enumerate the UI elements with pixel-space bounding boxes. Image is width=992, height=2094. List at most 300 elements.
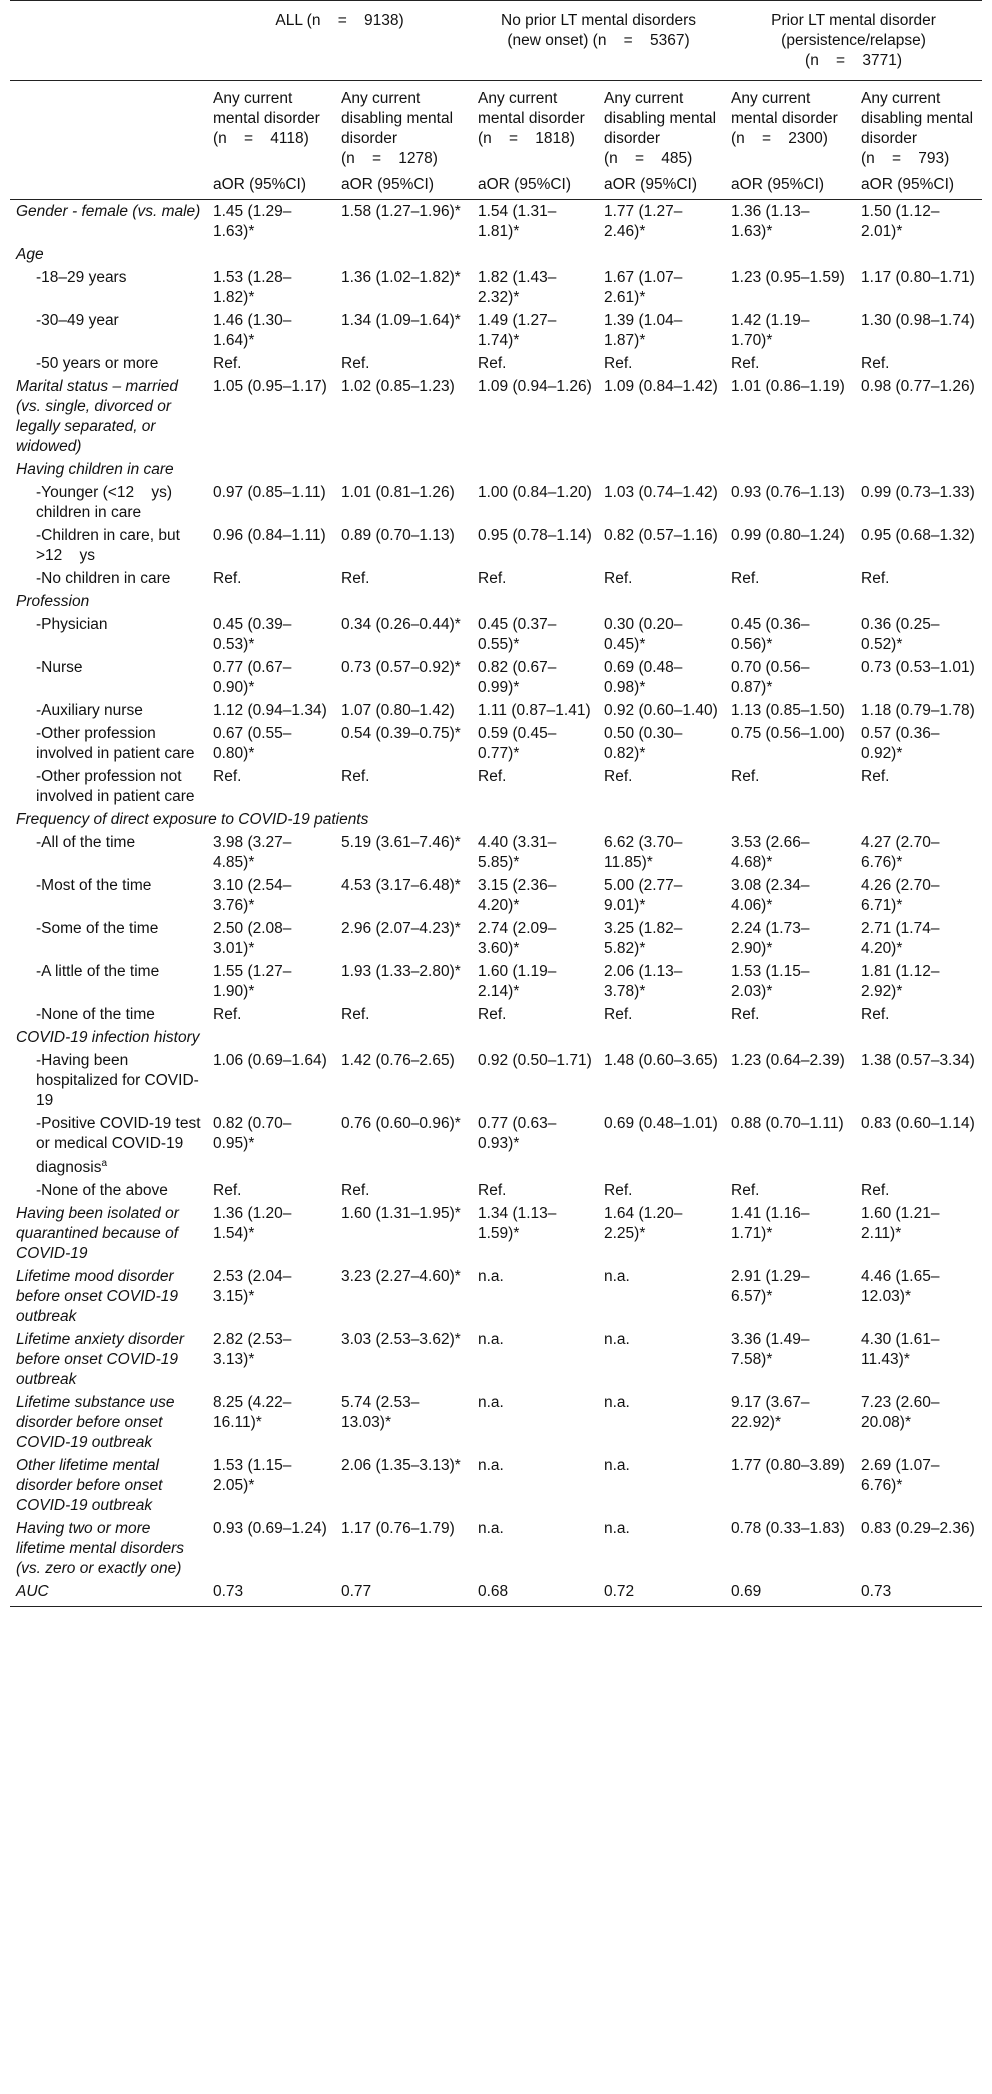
row-label-text: -Having been hospitalized for COVID-19 xyxy=(36,1052,199,1109)
aor-cell: 0.77 (0.63–0.93)* xyxy=(478,1115,557,1152)
aor-cell: Ref. xyxy=(861,355,890,372)
row-label xyxy=(10,1026,207,1049)
aor-cell xyxy=(207,243,335,266)
row-label-text: -Physician xyxy=(36,616,108,633)
aor-cell: 1.60 (1.19–2.14)* xyxy=(478,963,557,1000)
row-label xyxy=(10,722,207,765)
aor-cell: 1.36 (1.13–1.63)* xyxy=(731,203,810,240)
aor-cell: 1.55 (1.27–1.90)* xyxy=(213,963,292,1000)
aor-cell: 0.57 (0.36–0.92)* xyxy=(861,725,940,762)
table-row xyxy=(10,699,982,722)
aor-cell: Ref. xyxy=(731,1006,760,1023)
aor-cell: 0.93 (0.76–1.13) xyxy=(731,484,845,501)
row-label-text: -Other profession involved in patient care xyxy=(36,725,195,762)
row-label-text: Lifetime substance use disorder before onset COVID-19 outbreak xyxy=(16,1394,175,1452)
aor-cell: 1.93 (1.33–2.80)* xyxy=(341,963,461,980)
aor-cell xyxy=(598,458,725,481)
table-row xyxy=(10,722,982,765)
aor-cell: 0.92 (0.60–1.40) xyxy=(604,702,718,719)
aor-cell: 1.77 (1.27–2.46)* xyxy=(604,203,683,240)
aor-cell: Ref. xyxy=(341,768,370,785)
aor-cell xyxy=(207,1026,335,1049)
aor-cell: 0.45 (0.37–0.55)* xyxy=(478,616,557,653)
table-row xyxy=(10,1391,982,1454)
aor-cell: 1.01 (0.81–1.26) xyxy=(341,484,455,501)
row-label xyxy=(10,960,207,1003)
aor-cell xyxy=(725,243,855,266)
aor-cell xyxy=(472,243,598,266)
table-row xyxy=(10,200,982,244)
row-label-text: -Auxiliary nurse xyxy=(36,702,143,719)
table-row xyxy=(10,656,982,699)
aor-cell: 1.77 (0.80–3.89) xyxy=(731,1457,845,1475)
aor-cell: 1.46 (1.30–1.64)* xyxy=(213,312,292,349)
aor-cell: Ref. xyxy=(478,1182,507,1200)
aor-cell: 1.03 (0.74–1.42) xyxy=(604,484,718,501)
aor-cell: 4.26 (2.70–6.71)* xyxy=(861,877,940,914)
row-label xyxy=(10,917,207,960)
aor-cell: Ref. xyxy=(861,1006,890,1023)
row-label xyxy=(10,1517,207,1580)
aor-cell: 1.05 (0.95–1.17) xyxy=(213,378,327,395)
aor-cell: 1.18 (0.79–1.78) xyxy=(861,702,975,719)
aor-cell: 1.17 (0.76–1.79) xyxy=(341,1520,455,1538)
table-row xyxy=(10,309,982,352)
aor-cell: n.a. xyxy=(604,1457,630,1475)
row-label xyxy=(10,765,207,808)
aor-cell: 0.73 (0.53–1.01) xyxy=(861,659,975,676)
aor-cell xyxy=(335,1026,472,1049)
aor-cell xyxy=(335,458,472,481)
aor-cell: 2.06 (1.13–3.78)* xyxy=(604,963,683,1000)
aor-cell: 1.45 (1.29–1.63)* xyxy=(213,203,292,240)
footnote-marker: a xyxy=(101,1158,108,1169)
aor-cell: 2.53 (2.04–3.15)* xyxy=(213,1268,292,1306)
aor-cell: 0.77 (0.67–0.90)* xyxy=(213,659,292,696)
row-label xyxy=(10,352,207,375)
aor-cell: 3.25 (1.82–5.82)* xyxy=(604,920,683,957)
aor-cell: 3.53 (2.66–4.68)* xyxy=(731,834,810,871)
row-label-text: -18–29 years xyxy=(36,269,127,286)
row-label-text: Profession xyxy=(16,593,90,610)
aor-cell: 1.07 (0.80–1.42) xyxy=(341,702,455,719)
aor-cell: 0.82 (0.67–0.99)* xyxy=(478,659,557,696)
aor-cell: 5.74 (2.53–13.03)* xyxy=(341,1394,420,1432)
table-row xyxy=(10,1202,982,1265)
row-label xyxy=(10,1265,207,1328)
row-label-text: -Children in care, but >12 ys xyxy=(36,527,180,564)
aor-cell: 1.49 (1.27–1.74)* xyxy=(478,312,557,349)
aor-cell: 0.69 xyxy=(725,1580,855,1607)
aor-cell: 0.34 (0.26–0.44)* xyxy=(341,616,461,633)
aor-cell: 1.39 (1.04–1.87)* xyxy=(604,312,683,349)
aor-cell: n.a. xyxy=(478,1457,504,1475)
aor-cell: 1.36 (1.02–1.82)* xyxy=(341,269,461,286)
aor-cell: n.a. xyxy=(478,1394,504,1412)
row-label-text: -Younger (<12 ys) children in care xyxy=(36,484,172,521)
aor-cell: 1.41 (1.16–1.71)* xyxy=(731,1205,810,1243)
table-row xyxy=(10,765,982,808)
row-label-text: -Some of the time xyxy=(36,920,159,937)
aor-cell: 1.53 (1.15–2.03)* xyxy=(731,963,810,1000)
aor-cell: 4.40 (3.31–5.85)* xyxy=(478,834,557,871)
aor-cell: 0.89 (0.70–1.13) xyxy=(341,527,455,544)
outcome-header: Any current disabling mental disorder (n = 485) xyxy=(604,90,717,167)
row-label xyxy=(10,1049,207,1112)
row-label xyxy=(10,656,207,699)
aor-cell xyxy=(207,590,335,613)
table-row xyxy=(10,243,982,266)
aor-cell: 1.13 (0.85–1.50) xyxy=(731,702,845,719)
table-row xyxy=(10,524,982,567)
table-row xyxy=(10,874,982,917)
aor-cell: 0.70 (0.56–0.87)* xyxy=(731,659,810,696)
aor-cell: 0.59 (0.45–0.77)* xyxy=(478,725,557,762)
table-body xyxy=(10,200,982,1607)
row-label xyxy=(10,458,207,481)
row-label xyxy=(10,613,207,656)
table-row xyxy=(10,1328,982,1391)
aor-cell: 4.53 (3.17–6.48)* xyxy=(341,877,461,894)
aor-cell: n.a. xyxy=(604,1520,630,1538)
aor-cell: 0.82 (0.57–1.16) xyxy=(604,527,718,544)
row-label-text: Having two or more lifetime mental disorders (vs. zero or exactly one) xyxy=(16,1520,184,1578)
aor-cell: 1.42 (1.19–1.70)* xyxy=(731,312,810,349)
aor-cell: Ref. xyxy=(478,768,507,785)
group-header-all xyxy=(207,1,472,81)
aor-cell: 0.68 xyxy=(472,1580,598,1607)
aor-cell: 3.36 (1.49–7.58)* xyxy=(731,1331,810,1369)
aor-cell: 0.50 (0.30–0.82)* xyxy=(604,725,683,762)
aor-cell: 1.02 (0.85–1.23) xyxy=(341,378,455,395)
aor-cell: 2.06 (1.35–3.13)* xyxy=(341,1457,461,1475)
aor-cell xyxy=(598,590,725,613)
row-label-text: -Positive COVID-19 test or medical COVID-19 diagnosis xyxy=(36,1115,201,1177)
aor-cell: 4.30 (1.61–11.43)* xyxy=(861,1331,940,1369)
aor-cell: 0.97 (0.85–1.11) xyxy=(213,484,326,501)
aor-cell xyxy=(725,590,855,613)
aor-cell: 3.98 (3.27–4.85)* xyxy=(213,834,292,871)
group-header-row xyxy=(10,1,982,81)
aor-cell: 0.72 xyxy=(598,1580,725,1607)
aor-cell xyxy=(855,590,982,613)
aor-cell: Ref. xyxy=(731,355,760,372)
row-label xyxy=(10,1391,207,1454)
aor-cell: Ref. xyxy=(341,1006,370,1023)
aor-header: aOR (95%CI) xyxy=(335,173,472,200)
row-label-text: Gender - female (vs. male) xyxy=(16,203,201,220)
aor-cell: 1.36 (1.20–1.54)* xyxy=(213,1205,292,1243)
table-row xyxy=(10,567,982,590)
row-label-text: Other lifetime mental disorder before onset COVID-19 outbreak xyxy=(16,1457,163,1515)
row-label xyxy=(10,266,207,309)
aor-cell: n.a. xyxy=(478,1331,504,1349)
aor-cell: n.a. xyxy=(478,1268,504,1286)
row-label-text: Marital status – married (vs. single, divorced or legally separated, or widowed) xyxy=(16,378,178,455)
aor-cell: 1.60 (1.21–2.11)* xyxy=(861,1205,940,1243)
aor-cell xyxy=(725,1026,855,1049)
aor-cell: n.a. xyxy=(604,1268,630,1286)
aor-cell: Ref. xyxy=(341,570,370,587)
group-header-prior xyxy=(725,1,982,81)
aor-cell: 6.62 (3.70–11.85)* xyxy=(604,834,683,871)
table-row xyxy=(10,917,982,960)
row-label-text: COVID-19 infection history xyxy=(16,1029,200,1046)
aor-cell: 0.92 (0.50–1.71) xyxy=(478,1052,592,1069)
aor-cell: 2.71 (1.74–4.20)* xyxy=(861,920,940,957)
aor-cell: 8.25 (4.22–16.11)* xyxy=(213,1394,292,1432)
aor-cell: 1.58 (1.27–1.96)* xyxy=(341,203,461,220)
table-row xyxy=(10,613,982,656)
table-row xyxy=(10,352,982,375)
aor-header: aOR (95%CI) xyxy=(598,173,725,200)
aor-header: aOR (95%CI) xyxy=(207,173,335,200)
row-label-text: -Nurse xyxy=(36,659,83,676)
aor-cell: 1.09 (0.84–1.42) xyxy=(604,378,718,395)
row-label-text: -No children in care xyxy=(36,570,171,587)
aor-cell: Ref. xyxy=(861,1182,890,1200)
group-header-line: Prior LT mental disorder xyxy=(771,12,936,29)
aor-cell: 1.17 (0.80–1.71) xyxy=(861,269,975,286)
row-label-text: -All of the time xyxy=(36,834,136,851)
aor-cell: Ref. xyxy=(604,1006,633,1023)
outcome-header: Any current mental disorder (n = 4118) xyxy=(213,90,320,147)
aor-cell: 0.30 (0.20–0.45)* xyxy=(604,616,683,653)
aor-cell: 0.98 (0.77–1.26) xyxy=(861,378,975,395)
aor-cell: n.a. xyxy=(478,1520,504,1538)
header-blank-cell xyxy=(10,81,207,174)
aor-cell: 3.23 (2.27–4.60)* xyxy=(341,1268,461,1286)
aor-cell: 4.46 (1.65–12.03)* xyxy=(861,1268,940,1306)
table-row xyxy=(10,1179,982,1202)
aor-cell: 1.82 (1.43–2.32)* xyxy=(478,269,557,306)
aor-cell xyxy=(725,458,855,481)
aor-cell: 1.23 (0.64–2.39) xyxy=(731,1052,845,1069)
row-label xyxy=(10,200,207,244)
aor-header: aOR (95%CI) xyxy=(472,173,598,200)
row-label-text: Having been isolated or quarantined because of COVID-19 xyxy=(16,1205,179,1263)
aor-cell: Ref. xyxy=(604,768,633,785)
aor-cell: 1.64 (1.20–2.25)* xyxy=(604,1205,683,1243)
table-row xyxy=(10,1265,982,1328)
row-label xyxy=(10,524,207,567)
aor-cell: 2.69 (1.07–6.76)* xyxy=(861,1457,940,1495)
table-row xyxy=(10,1454,982,1517)
row-label xyxy=(10,1454,207,1517)
table-row xyxy=(10,1112,982,1179)
aor-cell: 0.82 (0.70–0.95)* xyxy=(213,1115,292,1152)
aor-cell: Ref. xyxy=(478,1006,507,1023)
aor-cell: 0.93 (0.69–1.24) xyxy=(213,1520,327,1538)
aor-cell: 3.03 (2.53–3.62)* xyxy=(341,1331,461,1349)
aor-cell xyxy=(335,590,472,613)
outcome-header: Any current mental disorder (n = 2300) xyxy=(731,90,838,147)
aor-cell: n.a. xyxy=(604,1394,630,1412)
table-row xyxy=(10,1517,982,1580)
header-blank-cell xyxy=(10,1,207,81)
aor-cell: 1.09 (0.94–1.26) xyxy=(478,378,592,395)
outcome-header: Any current disabling mental disorder (n = 1278) xyxy=(341,90,454,167)
group-header-line: (n = 3771) xyxy=(805,52,902,69)
aor-cell: Ref. xyxy=(604,1182,633,1200)
row-label xyxy=(10,309,207,352)
row-label-text: Age xyxy=(16,246,44,263)
row-label xyxy=(10,375,207,458)
aor-cell: 5.00 (2.77–9.01)* xyxy=(604,877,683,914)
group-header-line: ALL (n = 9138) xyxy=(275,12,404,29)
aor-cell: 3.10 (2.54–3.76)* xyxy=(213,877,292,914)
table-row xyxy=(10,1580,982,1607)
aor-cell: Ref. xyxy=(861,768,890,785)
aor-cell: Ref. xyxy=(213,768,242,785)
aor-cell: 0.73 xyxy=(855,1580,982,1607)
row-label xyxy=(10,1328,207,1391)
group-header-line: No prior LT mental disorders xyxy=(501,12,696,29)
aor-cell: 1.11 (0.87–1.41) xyxy=(478,702,591,719)
aor-cell: 5.19 (3.61–7.46)* xyxy=(341,834,461,851)
row-label xyxy=(10,1003,207,1026)
row-label-text: -30–49 year xyxy=(36,312,119,329)
aor-cell: 0.88 (0.70–1.11) xyxy=(731,1115,844,1132)
row-label xyxy=(10,1202,207,1265)
aor-cell: 1.38 (0.57–3.34) xyxy=(861,1052,975,1069)
row-label-text: Frequency of direct exposure to COVID-19 patients xyxy=(16,811,369,828)
row-label-text: -Other profession not involved in patient care xyxy=(36,768,195,805)
aor-cell: Ref. xyxy=(604,570,633,587)
aor-header-row xyxy=(10,173,982,200)
aor-cell: 0.76 (0.60–0.96)* xyxy=(341,1115,461,1132)
aor-cell: 1.53 (1.28–1.82)* xyxy=(213,269,292,306)
aor-cell: Ref. xyxy=(213,355,242,372)
aor-cell: 1.50 (1.12–2.01)* xyxy=(861,203,940,240)
row-label xyxy=(10,243,207,266)
aor-cell: 0.75 (0.56–1.00) xyxy=(731,725,845,742)
aor-cell: Ref. xyxy=(478,355,507,372)
aor-cell: Ref. xyxy=(213,1182,242,1200)
aor-cell: 0.69 (0.48–0.98)* xyxy=(604,659,683,696)
row-label-text: Lifetime mood disorder before onset COVID-19 outbreak xyxy=(16,1268,178,1326)
row-label xyxy=(10,1112,207,1179)
aor-cell: 1.34 (1.09–1.64)* xyxy=(341,312,461,329)
table-row xyxy=(10,808,982,831)
aor-cell: 3.15 (2.36–4.20)* xyxy=(478,877,557,914)
aor-cell: 0.45 (0.36–0.56)* xyxy=(731,616,810,653)
aor-cell: 0.73 xyxy=(207,1580,335,1607)
aor-cell: 2.91 (1.29–6.57)* xyxy=(731,1268,810,1306)
row-label-text: Lifetime anxiety disorder before onset COVID-19 outbreak xyxy=(16,1331,184,1389)
row-label xyxy=(10,481,207,524)
aor-cell: 1.30 (0.98–1.74) xyxy=(861,312,975,329)
aor-cell: 0.67 (0.55–0.80)* xyxy=(213,725,292,762)
table-row xyxy=(10,590,982,613)
table-row xyxy=(10,375,982,458)
aor-cell: 1.42 (0.76–2.65) xyxy=(341,1052,455,1069)
group-header-line: (new onset) (n = 5367) xyxy=(507,32,690,49)
table-row xyxy=(10,266,982,309)
aor-cell: 0.36 (0.25–0.52)* xyxy=(861,616,940,653)
aor-cell: 2.24 (1.73–2.90)* xyxy=(731,920,810,957)
aor-cell: Ref. xyxy=(731,1182,760,1200)
aor-cell: 0.99 (0.80–1.24) xyxy=(731,527,845,544)
aor-cell: 2.96 (2.07–4.23)* xyxy=(341,920,461,937)
aor-cell: Ref. xyxy=(731,768,760,785)
table-row xyxy=(10,831,982,874)
row-label xyxy=(10,808,982,831)
row-label xyxy=(10,831,207,874)
aor-cell: 0.96 (0.84–1.11) xyxy=(213,527,326,544)
aor-cell: 0.69 (0.48–1.01) xyxy=(604,1115,718,1132)
row-label-text: AUC xyxy=(16,1583,49,1601)
aor-cell: Ref. xyxy=(478,570,507,587)
table-row xyxy=(10,1049,982,1112)
table-row xyxy=(10,1003,982,1026)
aor-cell: 0.77 xyxy=(335,1580,472,1607)
aor-cell: 1.00 (0.84–1.20) xyxy=(478,484,592,501)
aor-cell xyxy=(207,458,335,481)
aor-cell: 7.23 (2.60–20.08)* xyxy=(861,1394,940,1432)
aor-cell: 1.53 (1.15–2.05)* xyxy=(213,1457,292,1495)
outcome-header: Any current mental disorder (n = 1818) xyxy=(478,90,585,147)
outcome-header: Any current disabling mental disorder (n = 793) xyxy=(861,90,974,167)
aor-cell: 0.95 (0.68–1.32) xyxy=(861,527,975,544)
aor-cell xyxy=(855,243,982,266)
table-row xyxy=(10,481,982,524)
aor-cell xyxy=(472,1026,598,1049)
row-label-text: -None of the time xyxy=(36,1006,155,1023)
aor-cell: 1.60 (1.31–1.95)* xyxy=(341,1205,461,1223)
aor-cell: 9.17 (3.67–22.92)* xyxy=(731,1394,810,1432)
aor-cell xyxy=(472,458,598,481)
table-row xyxy=(10,960,982,1003)
aor-cell: 1.81 (1.12–2.92)* xyxy=(861,963,940,1000)
aor-cell: 4.27 (2.70–6.76)* xyxy=(861,834,940,871)
header-blank-cell xyxy=(10,173,207,200)
aor-cell: 1.06 (0.69–1.64) xyxy=(213,1052,327,1069)
aor-cell: Ref. xyxy=(213,1006,242,1023)
aor-cell: Ref. xyxy=(341,1182,370,1200)
aor-header: aOR (95%CI) xyxy=(855,173,982,200)
aor-cell: 0.78 (0.33–1.83) xyxy=(731,1520,845,1538)
aor-cell: 0.95 (0.78–1.14) xyxy=(478,527,592,544)
aor-cell: 1.12 (0.94–1.34) xyxy=(213,702,327,719)
aor-cell: 0.99 (0.73–1.33) xyxy=(861,484,975,501)
row-label xyxy=(10,567,207,590)
group-header-line: (persistence/relapse) xyxy=(781,32,926,49)
aor-cell: 2.74 (2.09–3.60)* xyxy=(478,920,557,957)
row-label xyxy=(10,1179,207,1202)
aor-cell: 1.23 (0.95–1.59) xyxy=(731,269,845,286)
row-label-text: -None of the above xyxy=(36,1182,168,1200)
row-label xyxy=(10,699,207,722)
aor-cell xyxy=(598,243,725,266)
row-label-text: -A little of the time xyxy=(36,963,160,980)
aor-cell: Ref. xyxy=(731,570,760,587)
aor-cell xyxy=(335,243,472,266)
aor-cell: 3.08 (2.34–4.06)* xyxy=(731,877,810,914)
aor-cell xyxy=(598,1026,725,1049)
row-label xyxy=(10,874,207,917)
row-label-text: -50 years or more xyxy=(36,355,159,372)
aor-cell: 0.73 (0.57–0.92)* xyxy=(341,659,461,676)
row-label xyxy=(10,590,207,613)
aor-header: aOR (95%CI) xyxy=(725,173,855,200)
aor-cell: Ref. xyxy=(213,570,242,587)
row-label-text: -Most of the time xyxy=(36,877,152,894)
aor-cell xyxy=(472,590,598,613)
aor-cell: 0.83 (0.60–1.14) xyxy=(861,1115,975,1132)
row-label xyxy=(10,1580,207,1607)
aor-cell: 2.50 (2.08–3.01)* xyxy=(213,920,292,957)
